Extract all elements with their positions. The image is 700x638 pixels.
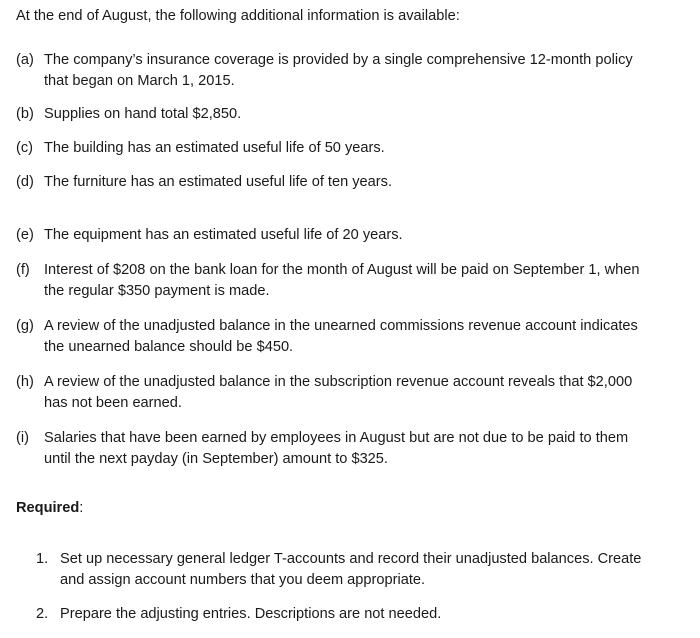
item-label: (b) bbox=[16, 106, 34, 122]
item-label: (i) bbox=[16, 430, 29, 446]
item-text-line: Salaries that have been earned by employees in August but are not due to be paid to them bbox=[44, 430, 629, 446]
item-text-line: Interest of $208 on the bank loan for the month of August will be paid on September 1, when bbox=[44, 262, 640, 278]
item-label: (d) bbox=[16, 174, 34, 190]
item-label: (a) bbox=[16, 52, 34, 68]
item-text-line: the regular $350 payment is made. bbox=[44, 283, 270, 299]
required-text-line: and assign account numbers that you deem appropriate. bbox=[60, 572, 426, 588]
item-text-line: The company’s insurance coverage is provided by a single comprehensive 12-month policy bbox=[44, 52, 633, 68]
item-text bbox=[44, 138, 696, 159]
required-item-text bbox=[60, 604, 696, 625]
item-text-line: that began on March 1, 2015. bbox=[44, 73, 235, 89]
required-text-line: Set up necessary general ledger T-accounts and record their unadjusted balances. Create bbox=[60, 551, 642, 567]
item-text-line: The furniture has an estimated useful life of ten years. bbox=[44, 174, 393, 190]
required-heading bbox=[16, 498, 83, 519]
item-text-line: The equipment has an estimated useful life of 20 years. bbox=[44, 227, 403, 243]
item-text bbox=[44, 172, 696, 193]
item-label: (c) bbox=[16, 140, 34, 156]
item-label: (h) bbox=[16, 374, 34, 390]
item-text bbox=[44, 225, 696, 246]
item-text bbox=[44, 428, 696, 470]
intro-text: At the end of August, the following additional information is available: bbox=[16, 8, 460, 24]
item-text bbox=[44, 260, 696, 302]
required-text-line: Prepare the adjusting entries. Descriptions are not needed. bbox=[60, 606, 442, 622]
item-text-line: A review of the unadjusted balance in the unearned commissions revenue account indicates bbox=[44, 318, 638, 334]
item-text-line: until the next payday (in September) amount to $325. bbox=[44, 451, 388, 467]
item-text-line: the unearned balance should be $450. bbox=[44, 339, 294, 355]
item-text-line: Supplies on hand total $2,850. bbox=[44, 106, 242, 122]
required-item-number: 2. bbox=[36, 606, 49, 622]
item-text bbox=[44, 372, 696, 414]
item-text-line: The building has an estimated useful life of 50 years. bbox=[44, 140, 385, 156]
item-text-line: has not been earned. bbox=[44, 395, 182, 411]
required-heading-label: Required bbox=[16, 500, 80, 516]
item-label: (f) bbox=[16, 262, 30, 278]
required-heading-colon: : bbox=[79, 500, 84, 516]
required-item-text bbox=[60, 549, 696, 591]
item-label: (g) bbox=[16, 318, 34, 334]
item-text bbox=[44, 104, 696, 125]
item-text-line: A review of the unadjusted balance in the subscription revenue account reveals that $2,000 bbox=[44, 374, 633, 390]
required-item-number: 1. bbox=[36, 551, 49, 567]
item-label: (e) bbox=[16, 227, 34, 243]
item-text bbox=[44, 316, 696, 358]
item-text bbox=[44, 50, 696, 92]
